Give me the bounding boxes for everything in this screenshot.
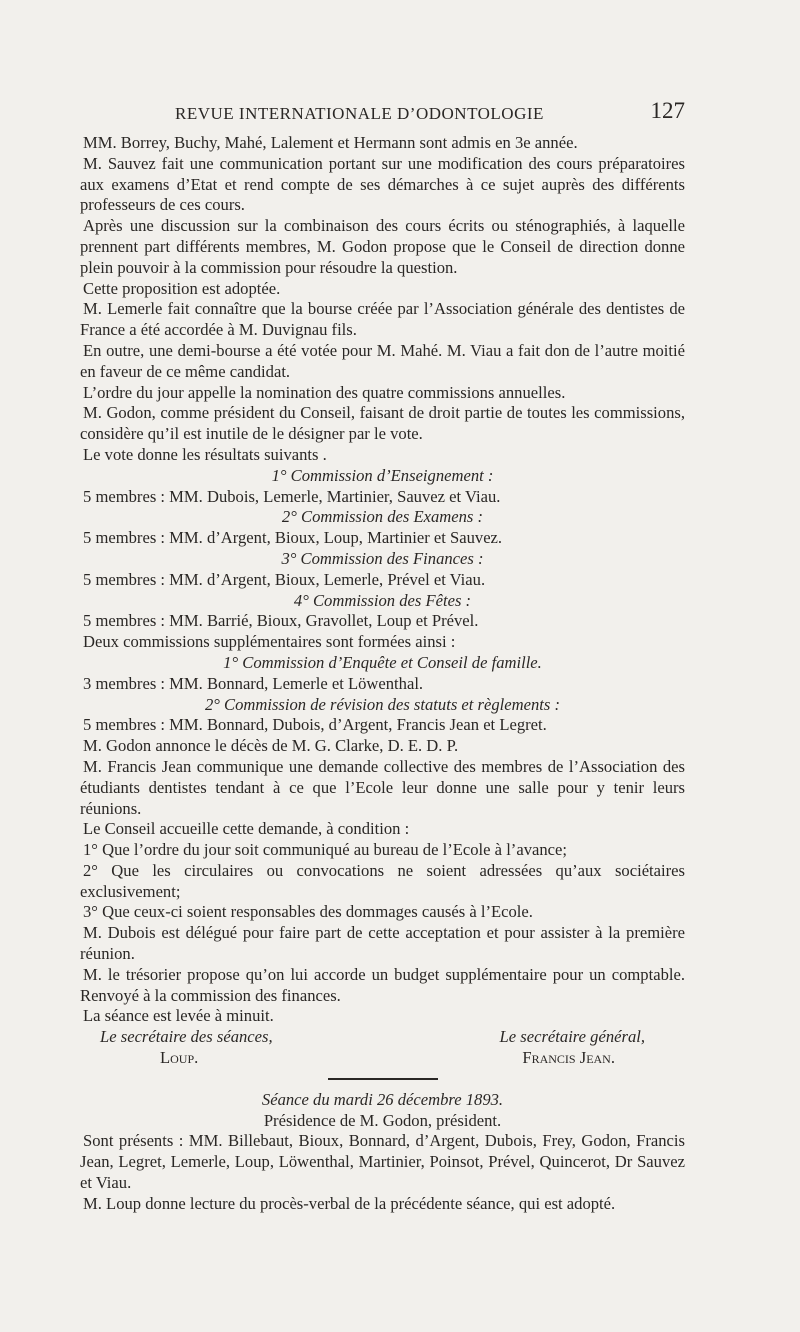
condition-item: 2° Que les circulaires ou convocations ne soient adressées qu’aux sociétaires exclusivement; [80,860,685,901]
commission-heading: 2° Commission des Examens : [281,507,484,527]
signature-right-title: Le secrétaire général, [499,1027,645,1047]
page-number: 127 [650,98,685,123]
commission-members: 5 membres : MM. d’Argent, Bioux, Loup, Martinier et Sauvez. [83,528,503,548]
paragraph: MM. Borrey, Buchy, Mahé, Lalement et Hermann sont admis en 3e année. [83,133,578,152]
paragraph: M. Dubois est délégué pour faire part de cette acceptation et pour assister à la première réunion. [80,923,685,964]
paragraph: M. Sauvez fait une communication portant sur une modification des cours préparatoires aux examens d’Etat et rend compte de ses démarches à ce sujet auprès des différents professeurs de ces cours. [80,153,685,215]
section-divider [328,1078,438,1080]
paragraph: M. Godon annonce le décès de M. G. Clarke, D. E. D. P. [83,736,459,756]
paragraph: Sont présents : MM. Billebaut, Bioux, Bonnard, d’Argent, Dubois, Frey, Godon, Francis Jean, Legret, Lemerle, Loup, Löwenthal, Martinier, Poinsot, Prével, Quincerot, Dr Sauvez et Viau. [80,1131,685,1193]
commission-members: 5 membres : MM. Bonnard, Dubois, d’Argent, Francis Jean et Legret. [83,715,547,735]
presidence-line: Présidence de M. Godon, président. [263,1110,502,1130]
commission-members: 5 membres : MM. d’Argent, Bioux, Lemerle, Prével et Viau. [83,569,486,589]
paragraph: Deux commissions supplémentaires sont formées ainsi : [83,632,456,652]
running-title: REVUE INTERNATIONALE D’ODONTOLOGIE [175,104,544,123]
paragraph: M. Lemerle fait connaître que la bourse créée par l’Association générale des dentistes de France a été accordée à M. Duvignau fils. [80,299,685,340]
signature-left-title: Le secrétaire des séances, [100,1027,273,1047]
signature-names [80,1048,685,1069]
paragraph: M. le trésorier propose qu’on lui accorde un budget supplémentaire pour un comptable. Renvoyé à la commission des finances. [80,964,685,1005]
paragraph: Le Conseil accueille cette demande, à condition : [83,819,410,839]
commission-members: 5 membres : MM. Barrié, Bioux, Gravollet, Loup et Prével. [83,611,479,631]
condition-item: 1° Que l’ordre du jour soit communiqué au bureau de l’Ecole à l’avance; [83,840,567,860]
commission-heading: 3° Commission des Finances : [281,548,484,568]
commission-members: 3 membres : MM. Bonnard, Lemerle et Löwenthal. [83,673,424,693]
paragraph: Cette proposition est adoptée. [83,278,281,298]
commission-heading: 4° Commission des Fêtes : [293,590,472,610]
page-header [80,100,685,130]
paragraph: M. Godon, comme président du Conseil, faisant de droit partie de toutes les commissions, considère qu’il est inutile de le désigner par le vote. [80,403,685,444]
commission-members: 5 membres : MM. Dubois, Lemerle, Martinier, Sauvez et Viau. [83,486,501,506]
paragraph: M. Francis Jean communique une demande collective des membres de l’Association des étudiants dentistes tendant à ce que l’Ecole leur donne une salle pour y tenir leurs réunions. [80,756,685,818]
commission-heading: 1° Commission d’Enquête et Conseil de famille. [223,652,542,672]
commission-heading: 1° Commission d’Enseignement : [271,465,494,485]
paragraph: En outre, une demi-bourse a été votée pour M. Mahé. M. Viau a fait don de l’autre moitié en faveur de ce même candidat. [80,340,685,381]
session-heading: Séance du mardi 26 décembre 1893. [261,1089,504,1109]
signature-left-name: Loup. [160,1048,199,1068]
paragraph: Le vote donne les résultats suivants . [83,444,327,464]
paragraph: Après une discussion sur la combinaison des cours écrits ou sténographiés, à laquelle prennent part différents membres, M. Godon propose que le Conseil de direction donne plein pouvoir à la commission pour résoudre la question. [80,216,685,277]
paragraph: L’ordre du jour appelle la nomination des quatre commissions annuelles. [83,382,566,402]
paragraph: La séance est levée à minuit. [83,1006,274,1026]
signature-titles [80,1027,685,1048]
condition-item: 3° Que ceux-ci soient responsables des dommages causés à l’Ecole. [83,902,533,922]
signature-right-name: Francis Jean. [522,1048,615,1068]
commission-heading: 2° Commission de révision des statuts et règlements : [204,694,561,714]
paragraph: M. Loup donne lecture du procès-verbal de la précédente séance, qui est adopté. [83,1193,616,1213]
page-body [80,133,685,1215]
